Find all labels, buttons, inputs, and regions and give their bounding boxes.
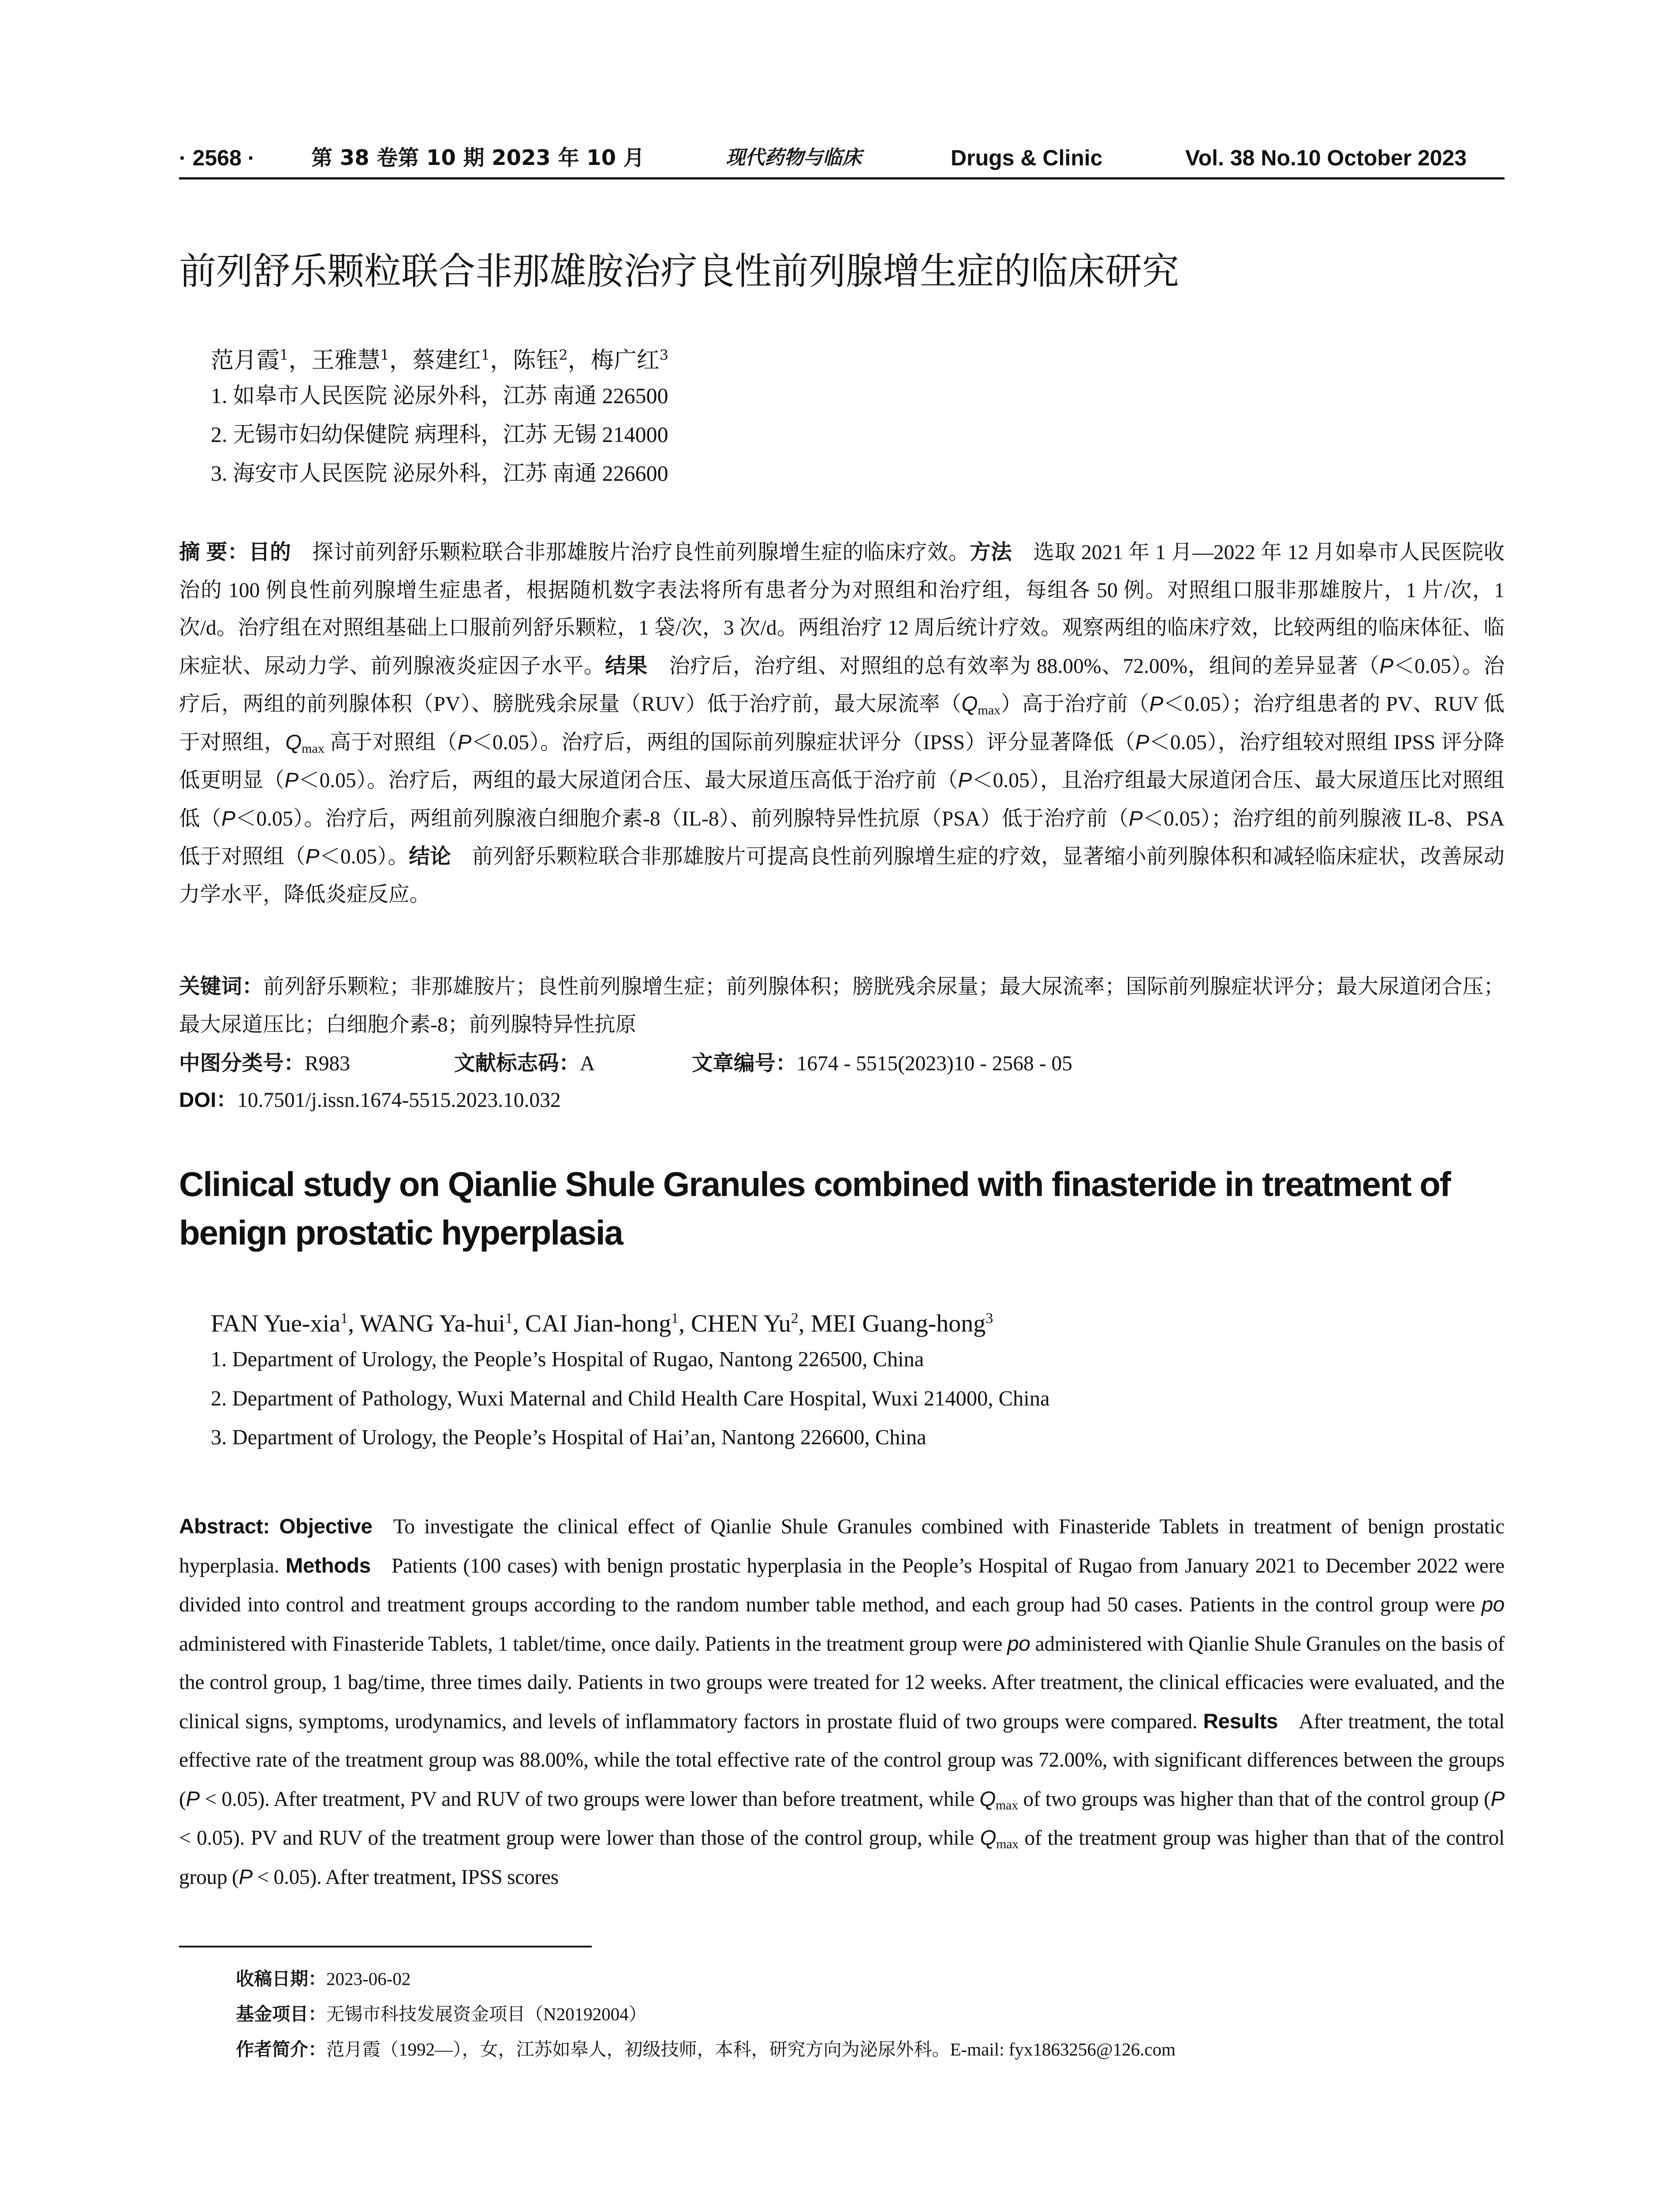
fund-text: 无锡市科技发展资金项目（N20192004） [326, 2004, 647, 2024]
doi-value[interactable]: 10.7501/j.issn.1674-5515.2023.10.032 [237, 1089, 561, 1112]
p-symbol: P [186, 1787, 200, 1811]
q-symbol: Q [961, 692, 978, 716]
header-rule [179, 177, 1505, 179]
abstract-en [179, 1507, 1505, 1897]
author-name: 范月霞 [211, 347, 280, 374]
q-symbol: Q [979, 1787, 996, 1811]
results-fragment: 高于对照组（ [324, 731, 458, 754]
methods-label-en: Methods [285, 1554, 371, 1577]
bio-label: 作者简介： [236, 2039, 326, 2059]
methods-text-cn: 选取 2021 年 1 月—2022 年 12 月如皋市人民医院收治的 100 例良性前列腺增生症患者，根据随机数字表法将所有患者分为对照组和治疗组，每组各 50 例。对照组口服非那雄胺片，1 片/次，1 次/d。治疗组在对照组基础上口服前列舒乐颗粒，1 袋/次，3 次/d。两组治疗 12 周后统计疗效。观察两组的临床疗效，比较两组的临床体征、临床症状、尿动力学、前列腺液炎症因子水平。 [179, 541, 1505, 678]
doc-code-label: 文献标志码： [454, 1052, 580, 1075]
p-symbol: P [958, 769, 972, 792]
results-fragment: < 0.05). After treatment, IPSS scores [252, 1865, 559, 1889]
affiliation-en-1: 1. Department of Urology, the People’s Hospital of Rugao, Nantong 226500, China [211, 1348, 924, 1371]
results-fragment: < 0.05). PV and RUV of the treatment group were lower than those of the control group, while [179, 1827, 980, 1850]
author-name: 梅广红 [590, 347, 660, 374]
results-fragment: of the treatment group was higher than that of the control group ( [179, 1827, 1505, 1889]
author-name: WANG Ya-hui [359, 1310, 505, 1338]
author-affil-mark: 2 [791, 1310, 799, 1327]
author-affil-mark: 1 [280, 347, 289, 363]
issue-info-cn: 第 38 卷第 10 期 2023 年 10 月 [311, 146, 645, 170]
author-separator: ， [567, 347, 591, 374]
author-separator: , [512, 1310, 525, 1338]
author-separator: , [679, 1310, 691, 1338]
article-number-label: 文章编号： [692, 1052, 797, 1075]
author-separator: ， [490, 347, 513, 374]
author-name: FAN Yue-xia [211, 1310, 340, 1338]
article-number-field [692, 1048, 1072, 1079]
author-affil-mark: 1 [380, 347, 389, 363]
p-symbol: P [221, 807, 235, 830]
po-term: po [1007, 1632, 1030, 1656]
keywords-cn [179, 968, 1505, 1044]
q-symbol: Q [980, 1826, 997, 1850]
p-symbol: P [1128, 807, 1143, 830]
results-fragment: < 0.05). After treatment, PV and RUV of two groups were lower than before treatment, while [199, 1787, 980, 1811]
results-fragment: ＜0.05）。治疗后，两组的前列腺体积（PV）、膀胱残余尿量（RUV）低于治疗前，最大尿流率（ [179, 654, 1505, 716]
author-name: 蔡建红 [412, 347, 481, 374]
keywords-label: 关键词： [179, 975, 263, 998]
clc-field [179, 1048, 350, 1079]
running-header [179, 140, 1505, 176]
results-fragment: ＜0.05）；治疗组患者的 PV、RUV 低于对照组， [179, 693, 1505, 754]
affiliation-cn-1: 1. 如皋市人民医院 泌尿外科，江苏 南通 226500 [211, 383, 668, 408]
methods-label-cn: 方法 [970, 541, 1012, 564]
results-fragment: ＜0.05），且治疗组最大尿道闭合压、最大尿道压比对照组低（ [179, 769, 1505, 830]
clc-label: 中图分类号： [179, 1052, 305, 1075]
affiliation-en-3: 3. Department of Urology, the People’s Hospital of Hai’an, Nantong 226600, China [211, 1426, 926, 1449]
results-fragment: ）高于治疗前（ [1001, 693, 1150, 716]
methods-fragment: administered with Qianlie Shule Granules on the basis of the control group, 1 bag/time, three times daily. Patients in two groups were treated for 12 weeks. After treatment, the clinical efficacies were evaluated, and the clinical signs, symptoms, urodynamics, and levels of inflammatory factors in prostate fluid of two groups were compared. [179, 1632, 1505, 1733]
author-affil-mark: 1 [671, 1310, 679, 1327]
p-symbol: P [1490, 1787, 1505, 1811]
q-subscript: max [996, 1798, 1018, 1813]
received-label: 收稿日期： [236, 1969, 326, 1989]
fund-label: 基金项目： [236, 2004, 326, 2024]
author-name: 陈钰 [513, 347, 559, 374]
p-symbol: P [1379, 654, 1394, 678]
author-separator: , [347, 1310, 360, 1338]
affiliation-cn-2: 2. 无锡市妇幼保健院 病理科，江苏 无锡 214000 [211, 422, 668, 447]
authors-en [211, 1301, 1490, 1342]
doi-label: DOI： [179, 1088, 237, 1112]
po-term: po [1481, 1593, 1505, 1616]
received-date: 2023-06-02 [326, 1969, 411, 1989]
author-name: 王雅慧 [311, 347, 381, 374]
author-name: MEI Guang-hong [810, 1310, 986, 1338]
p-symbol: P [1135, 730, 1150, 754]
footnote-received [236, 1963, 1471, 1994]
author-separator: ， [288, 347, 312, 374]
author-affil-mark: 3 [659, 347, 668, 363]
p-symbol: P [284, 769, 299, 792]
title-cn: 前列舒乐颗粒联合非那雄胺治疗良性前列腺增生症的临床研究 [179, 250, 1180, 293]
author-affil-mark: 1 [481, 347, 490, 363]
abstract-en-label: Abstract: [179, 1515, 270, 1538]
affiliation-cn-3: 3. 海安市人民医院 泌尿外科，江苏 南通 226600 [211, 461, 668, 486]
methods-fragment: Patients (100 cases) with benign prostatic hyperplasia in the People’s Hospital of Rugao from January 2021 to December 2022 were divided into control and treatment groups according to the random number table method, and each group had 50 cases. Patients in the control group were [179, 1554, 1505, 1616]
author-name: CAI Jian-hong [525, 1310, 672, 1338]
objective-text-en: To investigate the clinical effect of Qianlie Shule Granules combined with Finasteride Tablets in treatment of benign prostatic hyperplasia. [179, 1515, 1505, 1577]
author-name: CHEN Yu [691, 1310, 791, 1338]
results-fragment: of two groups was higher than that of the control group ( [1018, 1787, 1491, 1811]
conclusion-text-cn: 前列舒乐颗粒联合非那雄胺片可提高良性前列腺增生症的疗效，显著缩小前列腺体积和减轻临床症状，改善尿动力学水平，降低炎症反应。 [179, 845, 1505, 906]
results-fragment: ＜0.05）。治疗后，两组前列腺液白细胞介素-8（IL-8）、前列腺特异性抗原（PSA）低于治疗前（ [235, 807, 1129, 830]
author-affil-mark: 3 [986, 1310, 993, 1327]
issue-info-en: Vol. 38 No.10 October 2023 [1185, 146, 1467, 170]
q-subscript: max [302, 741, 325, 756]
doc-code-value: A [580, 1052, 595, 1075]
journal-name-en: Drugs & Clinic [951, 146, 1103, 170]
p-symbol: P [239, 1865, 253, 1889]
results-label-cn: 结果 [605, 654, 648, 678]
q-subscript: max [978, 703, 1001, 718]
author-affil-mark: 1 [340, 1310, 348, 1327]
results-text-cn [179, 655, 1505, 869]
results-fragment: ＜0.05）。治疗后，两组的最大尿道闭合压、最大尿道压高低于治疗前（ [299, 769, 958, 792]
p-symbol: P [1149, 692, 1164, 716]
abstract-cn-label: 摘 要： [179, 541, 249, 564]
footnote-rule [179, 1946, 592, 1947]
page-number: · 2568 · [179, 146, 255, 170]
objective-label-en: Objective [279, 1515, 373, 1538]
results-fragment: After treatment, the total effective rate of the treatment group was 88.00%, while the total effective rate of the control group was 72.00%, with significant differences between the groups ( [179, 1710, 1505, 1811]
objective-label-cn: 目的 [249, 541, 291, 564]
results-label-en: Results [1203, 1709, 1278, 1733]
q-subscript: max [996, 1837, 1019, 1851]
author-affil-mark: 2 [559, 347, 568, 363]
keywords-text: 前列舒乐颗粒；非那雄胺片；良性前列腺增生症；前列腺体积；膀胱残余尿量；最大尿流率；国际前列腺症状评分；最大尿道闭合压；最大尿道压比；白细胞介素-8；前列腺特异性抗原 [179, 975, 1505, 1036]
results-fragment: 治疗后，治疗组、对照组的总有效率为 88.00%、72.00%，组间的差异显著（ [668, 654, 1380, 678]
title-en: Clinical study on Qianlie Shule Granules combined with finasteride in treatment of benign prostatic hyperplasia [179, 1165, 1450, 1252]
p-symbol: P [457, 730, 472, 754]
results-text-en [179, 1710, 1505, 1889]
journal-name-cn: 现代药物与临床 [726, 146, 862, 169]
abstract-cn [179, 534, 1505, 914]
affiliation-en-2: 2. Department of Pathology, Wuxi Maternal and Child Health Care Hospital, Wuxi 214000, China [211, 1387, 1050, 1410]
footnote-author-bio [236, 2034, 1471, 2065]
results-fragment: ＜0.05）；治疗组的前列腺液 IL-8、PSA 低于对照组（ [179, 807, 1505, 868]
conclusion-label-cn: 结论 [409, 845, 451, 868]
doc-code-field [454, 1048, 595, 1079]
clc-value: R983 [305, 1052, 350, 1075]
methods-fragment: administered with Finasteride Tablets, 1 tablet/time, once daily. Patients in the treatment group were [179, 1632, 1002, 1656]
q-symbol: Q [285, 730, 302, 754]
methods-text-en [179, 1555, 1505, 1733]
doi-line [179, 1085, 1505, 1116]
article-number-value: 1674 - 5515(2023)10 - 2568 - 05 [796, 1052, 1072, 1075]
author-affil-mark: 1 [505, 1310, 513, 1327]
footnote-fund [236, 1999, 1471, 2029]
authors-cn [211, 337, 1490, 378]
author-separator: ， [389, 347, 412, 374]
results-fragment: ＜0.05）。 [319, 845, 409, 868]
results-fragment: ＜0.05），治疗组较对照组 IPSS 评分降低更明显（ [179, 731, 1505, 792]
objective-text-cn: 探讨前列舒乐颗粒联合非那雄胺片治疗良性前列腺增生症的临床疗效。 [312, 541, 970, 564]
author-separator: , [798, 1310, 811, 1338]
results-fragment: ＜0.05）。治疗后，两组的国际前列腺症状评分（IPSS）评分显著降低（ [471, 731, 1135, 754]
p-symbol: P [305, 845, 320, 868]
bio-text: 范月霞（1992—），女，江苏如皋人，初级技师，本科，研究方向为泌尿外科。E-mail: fyx1863256@126.com [326, 2039, 1176, 2059]
